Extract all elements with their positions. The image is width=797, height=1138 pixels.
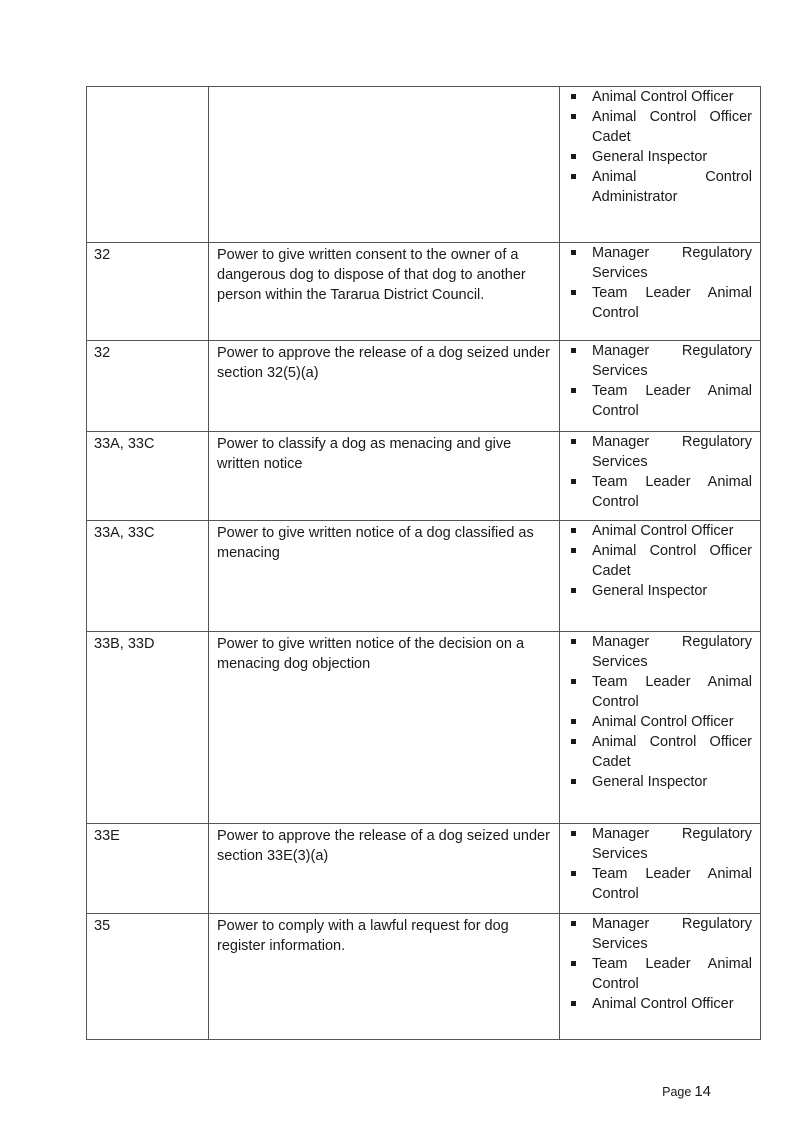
list-item <box>568 824 752 864</box>
table-row <box>87 914 761 1040</box>
list-item <box>568 432 752 472</box>
page-footer <box>662 1083 711 1100</box>
list-item <box>568 147 752 167</box>
delegates-cell <box>560 87 761 243</box>
delegates-list <box>568 914 752 1014</box>
description-cell <box>209 521 560 632</box>
square-bullet-icon <box>571 961 576 966</box>
delegates-cell <box>560 632 761 824</box>
delegate-name: Team Leader Animal Control <box>592 383 752 419</box>
delegations-table-body <box>87 87 761 1040</box>
table-row <box>87 521 761 632</box>
section-cell <box>87 632 209 824</box>
section-text <box>94 87 202 89</box>
section-text: 33A, 33C <box>94 436 155 452</box>
square-bullet-icon <box>571 290 576 295</box>
delegates-list <box>568 824 752 904</box>
delegate-name: Team Leader Animal Control <box>592 674 752 710</box>
section-cell <box>87 87 209 243</box>
square-bullet-icon <box>571 588 576 593</box>
delegates-cell <box>560 521 761 632</box>
description-text <box>217 87 551 89</box>
square-bullet-icon <box>571 679 576 684</box>
description-cell <box>209 87 560 243</box>
section-text: 32 <box>94 247 111 263</box>
delegate-name: Team Leader Animal Control <box>592 866 752 902</box>
square-bullet-icon <box>571 174 576 179</box>
delegate-name: Manager Regulatory Services <box>592 343 752 379</box>
list-item <box>568 283 752 323</box>
delegates-list <box>568 632 752 792</box>
list-item <box>568 167 752 207</box>
description-text: Power to comply with a lawful request for dog register information. <box>217 918 509 954</box>
delegate-name: General Inspector <box>592 149 708 165</box>
description-cell <box>209 432 560 521</box>
square-bullet-icon <box>571 871 576 876</box>
delegates-cell <box>560 432 761 521</box>
square-bullet-icon <box>571 250 576 255</box>
section-text: 33B, 33D <box>94 636 155 652</box>
delegate-name: Animal Control Officer <box>592 89 734 105</box>
delegate-name: Animal Control Officer <box>592 996 734 1012</box>
delegates-list <box>568 243 752 323</box>
description-cell <box>209 243 560 341</box>
delegate-name: Animal Control Officer <box>592 523 734 539</box>
table-row <box>87 432 761 521</box>
list-item <box>568 541 752 581</box>
description-cell <box>209 632 560 824</box>
section-cell <box>87 521 209 632</box>
square-bullet-icon <box>571 348 576 353</box>
list-item <box>568 954 752 994</box>
delegates-list <box>568 521 752 601</box>
delegates-cell <box>560 243 761 341</box>
delegate-name: Animal Control Administrator <box>592 169 752 205</box>
section-text: 35 <box>94 918 111 934</box>
delegate-name: Animal Control Officer Cadet <box>592 734 752 770</box>
description-text: Power to approve the release of a dog seized under section 33E(3)(a) <box>217 828 550 864</box>
delegate-name: Animal Control Officer Cadet <box>592 109 752 145</box>
list-item <box>568 914 752 954</box>
table-row <box>87 632 761 824</box>
delegates-list <box>568 87 752 207</box>
delegations-table <box>86 86 761 1040</box>
section-cell <box>87 824 209 914</box>
table-row <box>87 341 761 432</box>
square-bullet-icon <box>571 1001 576 1006</box>
delegates-cell <box>560 824 761 914</box>
table-row <box>87 87 761 243</box>
list-item <box>568 672 752 712</box>
section-cell <box>87 243 209 341</box>
delegate-name: Manager Regulatory Services <box>592 245 752 281</box>
section-text: 32 <box>94 345 111 361</box>
delegates-list <box>568 341 752 421</box>
delegates-cell <box>560 914 761 1040</box>
list-item <box>568 521 752 541</box>
table-row <box>87 824 761 914</box>
description-cell <box>209 914 560 1040</box>
square-bullet-icon <box>571 388 576 393</box>
section-text: 33E <box>94 828 120 844</box>
list-item <box>568 107 752 147</box>
section-cell <box>87 341 209 432</box>
square-bullet-icon <box>571 439 576 444</box>
list-item <box>568 864 752 904</box>
delegate-name: Animal Control Officer <box>592 714 734 730</box>
delegate-name: Team Leader Animal Control <box>592 956 752 992</box>
description-text: Power to classify a dog as menacing and give written notice <box>217 436 512 472</box>
section-cell <box>87 914 209 1040</box>
square-bullet-icon <box>571 739 576 744</box>
page-label: Page <box>662 1085 692 1099</box>
square-bullet-icon <box>571 831 576 836</box>
description-text: Power to approve the release of a dog seized under section 32(5)(a) <box>217 345 550 381</box>
list-item <box>568 632 752 672</box>
delegate-name: Manager Regulatory Services <box>592 434 752 470</box>
square-bullet-icon <box>571 921 576 926</box>
delegates-list <box>568 432 752 512</box>
list-item <box>568 732 752 772</box>
square-bullet-icon <box>571 779 576 784</box>
square-bullet-icon <box>571 94 576 99</box>
list-item <box>568 472 752 512</box>
delegate-name: General Inspector <box>592 583 708 599</box>
list-item <box>568 581 752 601</box>
description-cell <box>209 824 560 914</box>
section-text: 33A, 33C <box>94 525 155 541</box>
section-cell <box>87 432 209 521</box>
list-item <box>568 994 752 1014</box>
square-bullet-icon <box>571 548 576 553</box>
table-row <box>87 243 761 341</box>
list-item <box>568 87 752 107</box>
description-text: Power to give written notice of the decision on a menacing dog objection <box>217 636 525 672</box>
page-number: 14 <box>694 1083 711 1100</box>
delegate-name: General Inspector <box>592 774 708 790</box>
delegate-name: Manager Regulatory Services <box>592 826 752 862</box>
delegate-name: Team Leader Animal Control <box>592 474 752 510</box>
delegate-name: Manager Regulatory Services <box>592 916 752 952</box>
description-cell <box>209 341 560 432</box>
delegate-name: Team Leader Animal Control <box>592 285 752 321</box>
list-item <box>568 243 752 283</box>
list-item <box>568 381 752 421</box>
square-bullet-icon <box>571 639 576 644</box>
delegates-cell <box>560 341 761 432</box>
square-bullet-icon <box>571 528 576 533</box>
description-text: Power to give written notice of a dog classified as menacing <box>217 525 534 561</box>
square-bullet-icon <box>571 479 576 484</box>
square-bullet-icon <box>571 719 576 724</box>
delegate-name: Animal Control Officer Cadet <box>592 543 752 579</box>
square-bullet-icon <box>571 114 576 119</box>
list-item <box>568 772 752 792</box>
delegate-name: Manager Regulatory Services <box>592 634 752 670</box>
list-item <box>568 712 752 732</box>
square-bullet-icon <box>571 154 576 159</box>
list-item <box>568 341 752 381</box>
description-text: Power to give written consent to the owner of a dangerous dog to dispose of that dog to another person within the Tararua District Council. <box>217 247 526 303</box>
